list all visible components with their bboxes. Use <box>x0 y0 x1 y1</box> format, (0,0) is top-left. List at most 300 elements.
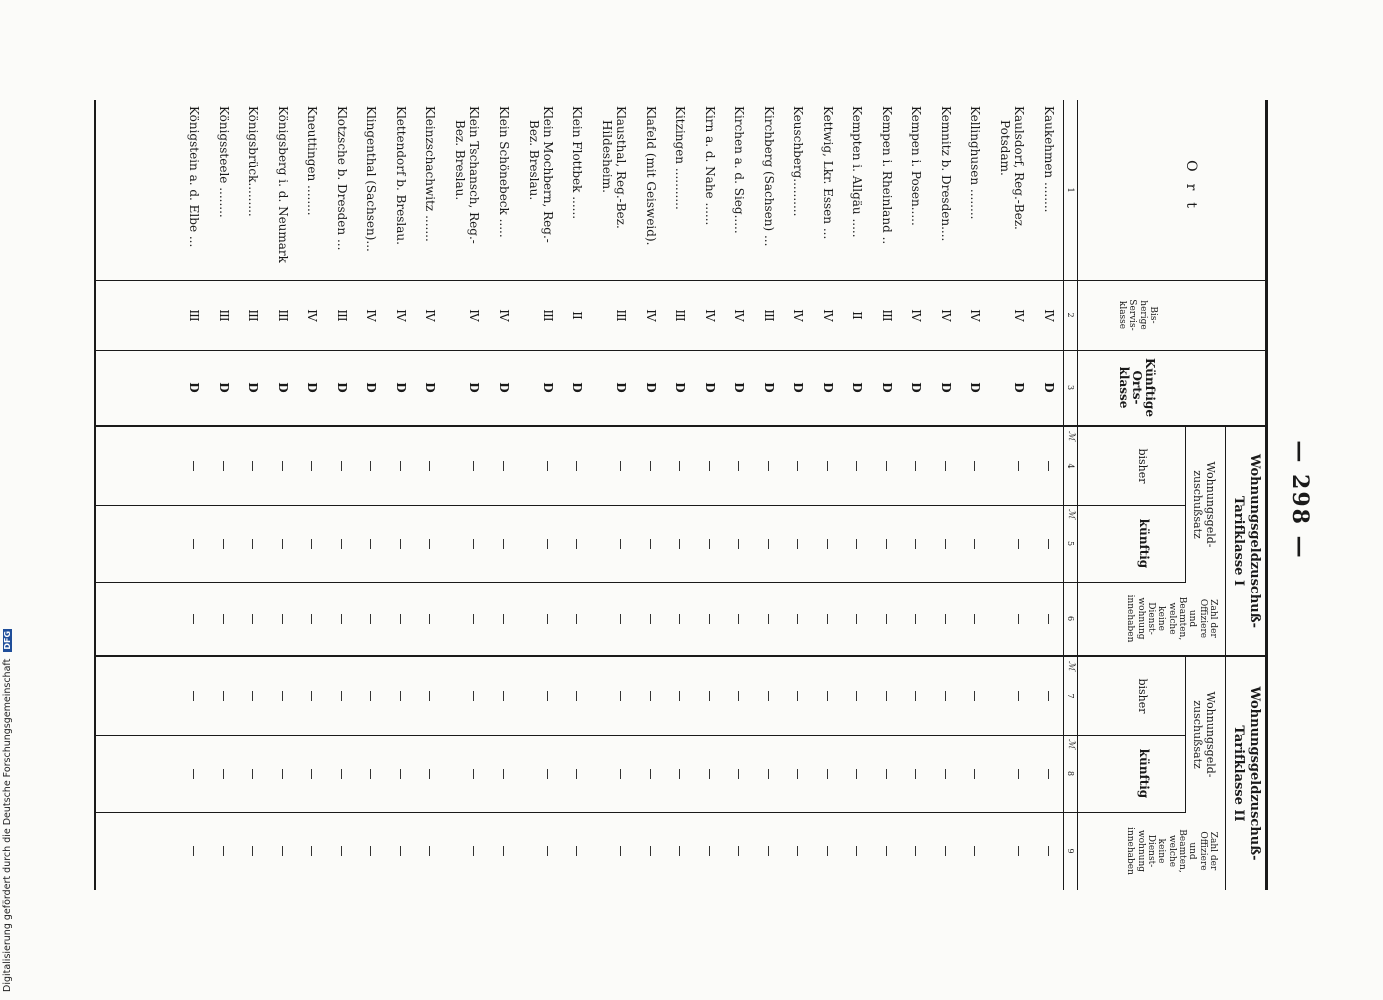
dash-mark <box>341 461 342 471</box>
empty-dash <box>939 812 953 890</box>
dash-mark <box>430 461 431 471</box>
header-zahl-1: Zahl der Offiziere und Beamten, welche keine Dienst- wohnung innehaben <box>1125 594 1218 643</box>
empty-dash <box>792 505 806 582</box>
empty-dash <box>217 657 231 735</box>
dash-mark <box>312 539 313 549</box>
colnum-rule <box>1077 100 1078 890</box>
servis-klasse: IV <box>467 309 482 321</box>
empty-dash <box>306 427 320 505</box>
orts-klasse: D <box>246 382 261 393</box>
empty-dash <box>851 505 865 582</box>
empty-dash <box>276 657 290 735</box>
servis-klasse: IV <box>732 309 747 321</box>
dash-mark <box>474 691 475 701</box>
empty-dash <box>762 657 776 735</box>
dash-mark <box>1048 769 1049 779</box>
dash-mark <box>798 846 799 856</box>
orts-klasse: D <box>276 382 290 393</box>
dash-mark <box>253 769 254 779</box>
empty-dash <box>969 735 983 812</box>
dash-mark <box>577 846 578 856</box>
orts-klasse: D <box>673 382 688 393</box>
empty-dash <box>880 582 894 655</box>
orts-klasse: D <box>732 382 747 393</box>
empty-dash <box>541 582 555 655</box>
place-name-line1: Kellinghusen ........ <box>968 106 983 220</box>
empty-dash <box>276 427 290 505</box>
dash-mark <box>680 769 681 779</box>
page-number: — 298 — <box>1287 440 1313 560</box>
empty-dash <box>703 505 717 582</box>
place-name-line1: Königsbrück......... <box>246 106 261 217</box>
dfg-logo-icon: DFG <box>3 630 12 650</box>
empty-dash <box>247 812 261 890</box>
empty-dash <box>497 812 511 890</box>
orts-klasse: D <box>541 382 555 393</box>
dash-mark <box>768 846 769 856</box>
place-name <box>821 106 835 278</box>
orts-klasse: D <box>570 382 585 393</box>
dash-mark <box>400 769 401 779</box>
empty-dash <box>821 582 835 655</box>
empty-dash <box>1042 735 1056 812</box>
empty-dash <box>821 657 835 735</box>
dash-mark <box>341 539 342 549</box>
dash-mark <box>886 539 887 549</box>
dash-mark <box>650 461 651 471</box>
place-name-line1: Klingenthal (Sachsen)... <box>364 106 379 252</box>
empty-dash <box>497 582 511 655</box>
place-name-line1: Klein Mochbern, Reg.- <box>541 106 555 243</box>
empty-dash <box>306 582 320 655</box>
empty-dash <box>394 735 408 812</box>
place-name <box>674 106 688 278</box>
orts-klasse: D <box>1042 382 1056 393</box>
header-wz-2: Wohnungsgeld- zuschußsatz <box>1191 691 1217 778</box>
place-name-line1: Kaulsdorf, Reg.-Bez. <box>1012 106 1027 230</box>
empty-dash <box>733 582 747 655</box>
dash-mark <box>577 691 578 701</box>
dash-mark <box>827 846 828 856</box>
empty-dash <box>188 812 202 890</box>
orts-klasse: D <box>762 382 776 393</box>
empty-dash <box>851 657 865 735</box>
orts-klasse: D <box>703 382 717 393</box>
empty-dash <box>674 735 688 812</box>
empty-dash <box>762 812 776 890</box>
empty-dash <box>276 735 290 812</box>
dash-mark <box>503 614 504 624</box>
dash-mark <box>975 539 976 549</box>
dash-mark <box>650 691 651 701</box>
dash-mark <box>371 846 372 856</box>
place-name-line1: Klausthal, Reg.-Bez. <box>614 106 629 229</box>
dash-mark <box>857 539 858 549</box>
empty-dash <box>762 505 776 582</box>
dash-mark <box>400 614 401 624</box>
empty-dash <box>571 582 585 655</box>
dash-mark <box>798 461 799 471</box>
dash-mark <box>1048 614 1049 624</box>
empty-dash <box>851 812 865 890</box>
empty-dash <box>880 505 894 582</box>
place-name <box>880 106 894 278</box>
dash-mark <box>253 691 254 701</box>
dash-mark <box>223 691 224 701</box>
servis-klasse: IV <box>394 309 408 321</box>
empty-dash <box>1013 735 1027 812</box>
empty-dash <box>571 657 585 735</box>
empty-dash <box>217 427 231 505</box>
dash-mark <box>916 691 917 701</box>
dash-mark <box>312 769 313 779</box>
dash-mark <box>312 846 313 856</box>
empty-dash <box>969 582 983 655</box>
orts-klasse: D <box>305 382 320 393</box>
empty-dash <box>394 812 408 890</box>
dash-mark <box>886 846 887 856</box>
servis-klasse: IV <box>644 309 658 321</box>
empty-dash <box>335 427 349 505</box>
empty-dash <box>497 657 511 735</box>
dash-mark <box>430 846 431 856</box>
dash-mark <box>621 846 622 856</box>
dash-mark <box>916 614 917 624</box>
dash-mark <box>945 769 946 779</box>
dash-mark <box>739 614 740 624</box>
dash-mark <box>547 461 548 471</box>
place-name <box>792 106 806 278</box>
empty-dash <box>497 427 511 505</box>
empty-dash <box>497 735 511 812</box>
dash-mark <box>430 614 431 624</box>
dash-mark <box>798 691 799 701</box>
dash-mark <box>400 691 401 701</box>
dash-mark <box>282 846 283 856</box>
dash-mark <box>857 846 858 856</box>
empty-dash <box>188 427 202 505</box>
place-name-line1: Kirchen a. d. Sieg..... <box>732 106 747 234</box>
empty-dash <box>1042 427 1056 505</box>
empty-dash <box>674 505 688 582</box>
empty-dash <box>335 582 349 655</box>
empty-dash <box>276 812 290 890</box>
wz2-rule <box>1185 655 1186 812</box>
dash-mark <box>1048 539 1049 549</box>
place-name <box>644 106 658 278</box>
dash-mark <box>282 691 283 701</box>
empty-dash <box>1042 505 1056 582</box>
dash-mark <box>1019 539 1020 549</box>
empty-dash <box>468 427 482 505</box>
empty-dash <box>733 657 747 735</box>
empty-dash <box>644 812 658 890</box>
dash-mark <box>400 846 401 856</box>
place-name <box>306 106 320 278</box>
empty-dash <box>247 582 261 655</box>
dash-mark <box>621 769 622 779</box>
servis-klasse: III <box>246 309 261 321</box>
servis-klasse: IV <box>423 309 438 321</box>
empty-dash <box>703 427 717 505</box>
dash-mark <box>886 769 887 779</box>
dash-mark <box>1019 614 1020 624</box>
place-name-line2: Potsdam. <box>998 120 1013 176</box>
orts-klasse: D <box>187 382 202 393</box>
dash-mark <box>680 691 681 701</box>
empty-dash <box>821 735 835 812</box>
place-name <box>497 106 511 278</box>
orts-klasse: D <box>1012 382 1027 393</box>
dash-mark <box>577 769 578 779</box>
empty-dash <box>792 735 806 812</box>
dash-mark <box>194 769 195 779</box>
dash-mark <box>223 846 224 856</box>
servis-klasse: IV <box>939 309 953 321</box>
empty-dash <box>468 657 482 735</box>
dash-mark <box>547 846 548 856</box>
empty-dash <box>703 657 717 735</box>
place-name <box>851 106 865 278</box>
empty-dash <box>335 812 349 890</box>
servis-klasse: IV <box>364 309 379 321</box>
place-name-line1: Kaukehmen ........ <box>1042 106 1056 213</box>
servis-klasse: III <box>762 309 776 321</box>
empty-dash <box>247 505 261 582</box>
servis-klasse: IV <box>1042 309 1056 321</box>
unit-col4: ℳ <box>1066 431 1076 441</box>
dash-mark <box>857 769 858 779</box>
dash-mark <box>768 461 769 471</box>
empty-dash <box>424 505 438 582</box>
place-name-line1: Königssteele ........ <box>217 106 231 218</box>
dash-mark <box>282 461 283 471</box>
servis-klasse: III <box>880 309 894 321</box>
dash-mark <box>709 461 710 471</box>
empty-dash <box>276 582 290 655</box>
dash-mark <box>709 614 710 624</box>
empty-dash <box>394 505 408 582</box>
dash-mark <box>474 461 475 471</box>
dash-mark <box>341 846 342 856</box>
empty-dash <box>394 582 408 655</box>
dash-mark <box>916 539 917 549</box>
empty-dash <box>306 812 320 890</box>
empty-dash <box>703 812 717 890</box>
empty-dash <box>247 657 261 735</box>
dash-mark <box>282 539 283 549</box>
empty-dash <box>851 582 865 655</box>
dash-mark <box>739 461 740 471</box>
table-top-rule <box>1265 100 1268 890</box>
empty-dash <box>306 505 320 582</box>
place-name-line1: Klettendorf b. Breslau. <box>394 106 408 245</box>
header-bisher-2: bisher <box>1136 678 1149 714</box>
empty-dash <box>468 812 482 890</box>
dash-mark <box>827 614 828 624</box>
dash-mark <box>474 614 475 624</box>
dash-mark <box>547 769 548 779</box>
dash-mark <box>400 461 401 471</box>
dash-mark <box>945 461 946 471</box>
dash-mark <box>798 539 799 549</box>
orts-klasse: D <box>939 382 953 393</box>
orts-klasse: D <box>968 382 983 393</box>
dash-mark <box>1048 691 1049 701</box>
dash-mark <box>1019 769 1020 779</box>
dash-mark <box>739 691 740 701</box>
empty-dash <box>247 735 261 812</box>
wz1-rule <box>1185 425 1186 582</box>
dash-mark <box>798 769 799 779</box>
empty-dash <box>674 812 688 890</box>
place-name <box>247 106 261 278</box>
servis-klasse: II <box>570 311 585 319</box>
empty-dash <box>541 505 555 582</box>
empty-dash <box>335 505 349 582</box>
dash-mark <box>739 846 740 856</box>
empty-dash <box>615 505 629 582</box>
empty-dash <box>365 505 379 582</box>
dash-mark <box>709 691 710 701</box>
empty-dash <box>541 657 555 735</box>
dash-mark <box>709 846 710 856</box>
place-name <box>999 106 1027 278</box>
dash-mark <box>886 461 887 471</box>
header-bisher-1: bisher <box>1136 448 1149 484</box>
empty-dash <box>703 735 717 812</box>
place-name <box>454 106 482 278</box>
dash-mark <box>650 846 651 856</box>
header-bisherige: Bis- herige Servis- klasse <box>1116 299 1158 331</box>
empty-dash <box>880 735 894 812</box>
servis-klasse: IV <box>1012 309 1027 321</box>
dash-mark <box>857 461 858 471</box>
header-wz-1: Wohnungsgeld- zuschußsatz <box>1191 461 1217 548</box>
dash-mark <box>768 691 769 701</box>
place-name-line2: Bez. Breslau. <box>527 120 541 201</box>
dash-mark <box>503 769 504 779</box>
dash-mark <box>680 539 681 549</box>
empty-dash <box>335 735 349 812</box>
dash-mark <box>857 691 858 701</box>
servis-klasse: III <box>217 309 231 321</box>
dash-mark <box>371 461 372 471</box>
servis-klasse: IV <box>909 309 924 321</box>
servis-klasse: III <box>335 309 349 321</box>
servis-klasse: IV <box>791 309 806 321</box>
place-name <box>571 106 585 278</box>
dash-mark <box>709 769 710 779</box>
dash-mark <box>1019 461 1020 471</box>
header-kuenftig-2: künftig <box>1137 748 1151 799</box>
header-kuenftig-1: künftig <box>1137 518 1151 569</box>
dash-mark <box>650 614 651 624</box>
dash-mark <box>282 614 283 624</box>
place-name-line1: Kitzingen ........... <box>673 106 688 210</box>
empty-dash <box>1042 812 1056 890</box>
dash-mark <box>975 614 976 624</box>
orts-klasse: D <box>614 382 629 393</box>
empty-dash <box>792 427 806 505</box>
colnum-7: 7 <box>1066 693 1075 699</box>
empty-dash <box>497 505 511 582</box>
dash-mark <box>886 691 887 701</box>
dash-mark <box>341 769 342 779</box>
dash-mark <box>827 769 828 779</box>
place-name <box>394 106 408 278</box>
empty-dash <box>939 657 953 735</box>
empty-dash <box>969 427 983 505</box>
dash-mark <box>577 614 578 624</box>
dash-mark <box>547 614 548 624</box>
dash-mark <box>916 769 917 779</box>
unit-col5: ℳ <box>1066 509 1076 519</box>
servis-klasse: IV <box>968 309 983 321</box>
place-name-line1: Kirn a. d. Nahe ...... <box>703 106 717 226</box>
orts-klasse: D <box>850 382 865 393</box>
place-name <box>762 106 776 278</box>
empty-dash <box>1042 657 1056 735</box>
dash-mark <box>768 539 769 549</box>
dash-mark <box>503 846 504 856</box>
orts-klasse: D <box>791 382 806 393</box>
dash-mark <box>194 539 195 549</box>
dash-mark <box>312 614 313 624</box>
dash-mark <box>577 461 578 471</box>
header-zahl-2: Zahl der Offiziere und Beamten, welche keine Dienst- wohnung innehaben <box>1125 827 1218 875</box>
place-name <box>424 106 438 278</box>
empty-dash <box>217 812 231 890</box>
empty-dash <box>851 427 865 505</box>
colnum-5: 5 <box>1066 540 1075 547</box>
empty-dash <box>1013 427 1027 505</box>
empty-dash <box>762 427 776 505</box>
empty-dash <box>733 427 747 505</box>
orts-klasse: D <box>880 382 894 393</box>
place-name-line1: Klein Tschansch, Reg.- <box>467 106 482 244</box>
empty-dash <box>821 812 835 890</box>
place-name-line1: Klein Schönebeck ..... <box>497 106 511 238</box>
header-tarifklasse-2: Wohnungsgeldzuschuß- Tarifklasse II <box>1231 686 1262 861</box>
orts-klasse: D <box>335 382 349 393</box>
dash-mark <box>1048 461 1049 471</box>
dash-mark <box>194 691 195 701</box>
dash-mark <box>621 691 622 701</box>
place-name-line1: Kneuttingen ........ <box>305 106 320 216</box>
empty-dash <box>733 505 747 582</box>
empty-dash <box>644 427 658 505</box>
place-name <box>217 106 231 278</box>
colnum-8: 8 <box>1066 770 1075 777</box>
dash-mark <box>371 539 372 549</box>
empty-dash <box>821 505 835 582</box>
place-name-line2: Hildesheim. <box>600 120 615 193</box>
orts-klasse: D <box>497 382 511 393</box>
dash-mark <box>547 691 548 701</box>
dash-mark <box>827 691 828 701</box>
colnum-6: 6 <box>1066 615 1075 622</box>
empty-dash <box>571 427 585 505</box>
empty-dash <box>615 735 629 812</box>
dash-mark <box>621 614 622 624</box>
servis-klasse: IV <box>497 309 511 321</box>
dash-mark <box>253 846 254 856</box>
empty-dash <box>969 812 983 890</box>
dash-mark <box>650 539 651 549</box>
empty-dash <box>468 582 482 655</box>
empty-dash <box>365 582 379 655</box>
